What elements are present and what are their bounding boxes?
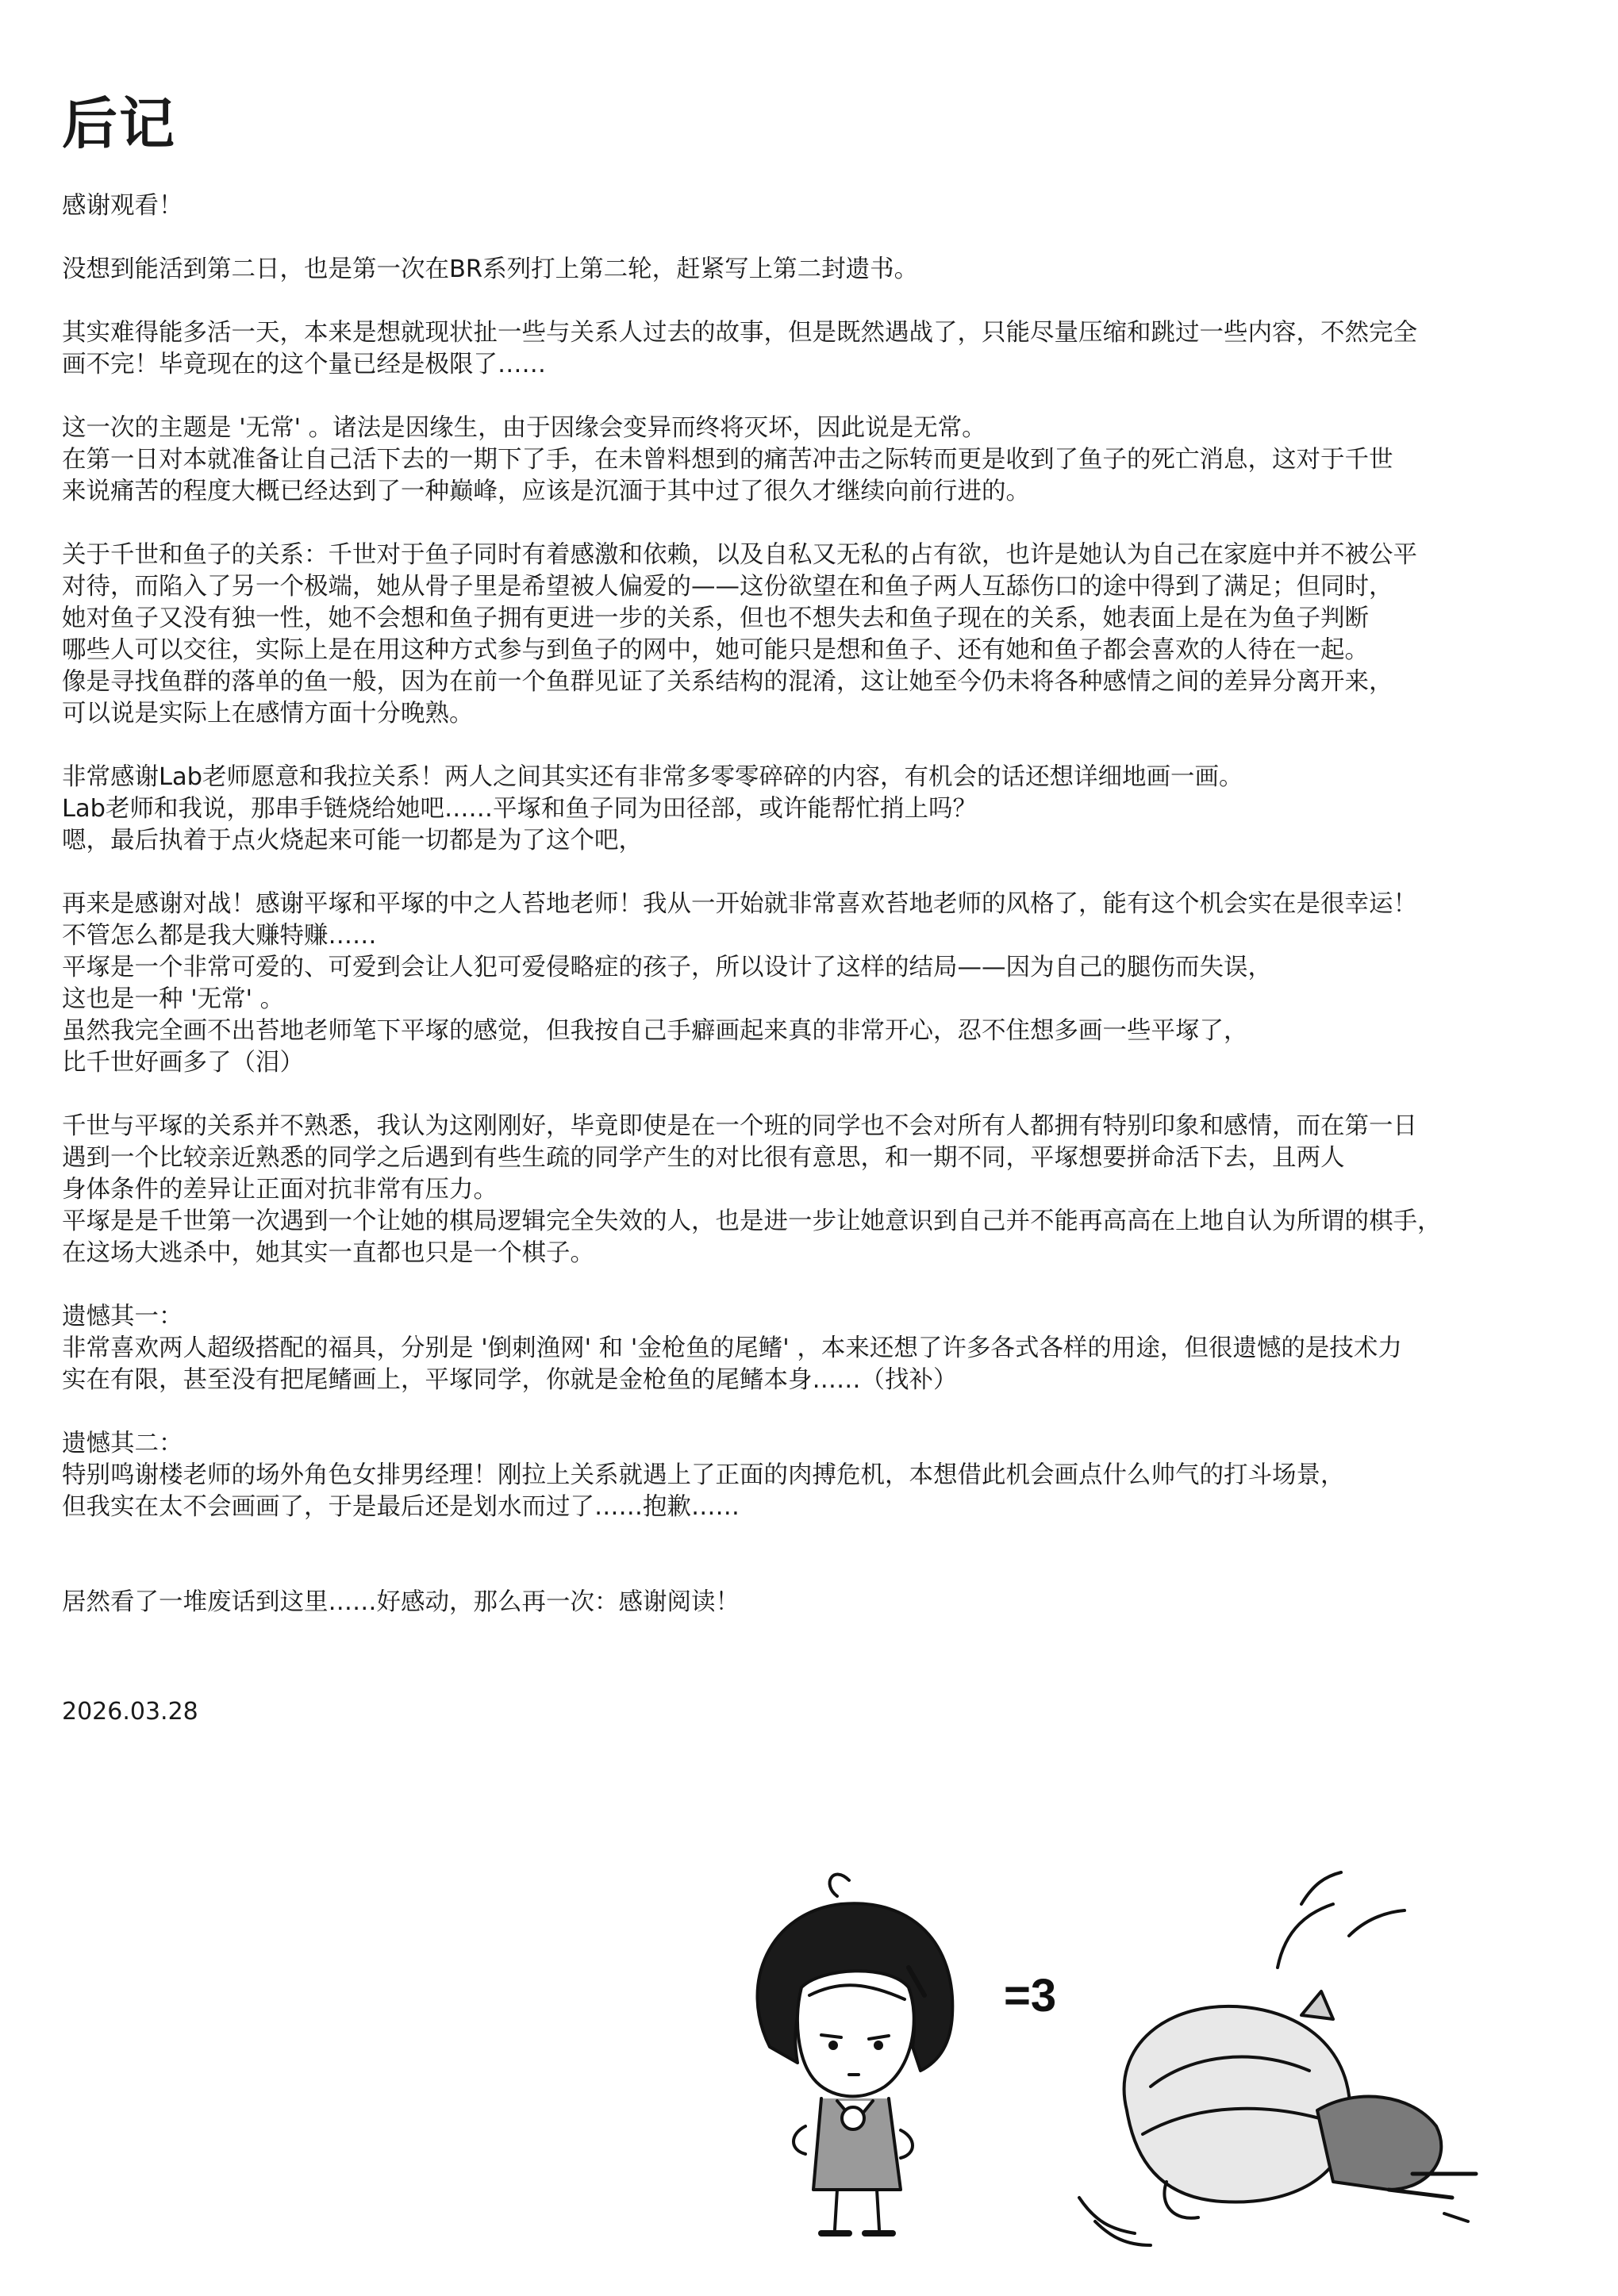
text-line: 非常喜欢两人超级搭配的福具，分别是 '倒刺渔网' 和 '金枪鱼的尾鳍' ，本来还想了许多各式各样的用途，但很遗憾的是技术力 [62,1334,1402,1362]
text-line: 比千世好画多了（泪） [62,1049,304,1077]
text-line: 特别鸣谢楼老师的场外角色女排男经理！刚拉上关系就遇上了正面的肉搏危机，本想借此机会画点什么帅气的打斗场景， [62,1461,1345,1489]
paragraph [62,1111,1570,1269]
text-line: 在这场大逃杀中，她其实一直都也只是一个棋子。 [62,1239,594,1267]
date-stamp: 2026.03.28 [62,1698,198,1726]
text-line: 没想到能活到第二日，也是第一次在BR系列打上第二轮，赶紧写上第二封遗书。 [62,255,919,283]
text-line: 虽然我完全画不出苔地老师笔下平塚的感觉，但我按自己手癖画起来真的非常开心，忍不住想多画一些平塚了， [62,1017,1248,1045]
standing-girl-figure [757,1875,952,2233]
text-line: 平塚是是千世第一次遇到一个让她的棋局逻辑完全失效的人，也是进一步让她意识到自己并不能再高高在上地自认为所谓的棋手， [62,1208,1442,1235]
text-line: 对待，而陷入了另一个极端，她从骨子里是希望被人偏爱的——这份欲望在和鱼子两人互舔伤口的途中得到了满足；但同时， [62,573,1393,601]
chibi-illustration [651,1849,1524,2261]
text-line: 遗憾其一： [62,1303,183,1330]
paragraph [62,889,1570,1079]
text-line: 其实难得能多活一天，本来是想就现状扯一些与关系人过去的故事，但是既然遇战了，只能尽量压缩和跳过一些内容，不然完全 [62,319,1417,347]
text-line: 千世与平塚的关系并不熟悉，我认为这刚刚好，毕竟即使是在一个班的同学也不会对所有人都拥有特别印象和感情，而在第一日 [62,1112,1417,1140]
fallen-girl-figure [1079,1872,1476,2245]
text-line: 嗯，最后执着于点火烧起来可能一切都是为了这个吧， [62,827,643,854]
paragraph [62,539,1570,730]
text-line: 在第一日对本就准备让自己活下去的一期下了手，在未曾料想到的痛苦冲击之际转而更是收到了鱼子的死亡消息，这对于千世 [62,446,1393,474]
text-line: 这一次的主题是 '无常' 。诸法是因缘生，由于因缘会变异而终将灭坏，因此说是无常。 [62,414,986,442]
paragraph [62,317,1570,381]
text-line: Lab老师和我说，那串手链烧给她吧……平塚和鱼子同为田径部，或许能帮忙捎上吗？ [62,795,978,823]
text-line: 感谢观看！ [62,192,183,220]
paragraph [62,413,1570,508]
text-line: 这也是一种 '无常' 。 [62,985,285,1013]
paragraph [62,254,1570,286]
text-line: 她对鱼子又没有独一性，她不会想和鱼子拥有更进一步的关系，但也不想失去和鱼子现在的关系，她表面上是在为鱼子判断 [62,605,1369,632]
blank-gap [62,1555,1570,1587]
text-line: 像是寻找鱼群的落单的鱼一般，因为在前一个鱼群见证了关系结构的混淆，这让她至今仍未将各种感情之间的差异分离开来， [62,668,1393,696]
paragraph [62,1587,1570,1618]
paragraph [62,1428,1570,1523]
text-line: 可以说是实际上在感情方面十分晚熟。 [62,700,474,728]
text-line: 实在有限，甚至没有把尾鳍画上，平塚同学，你就是金枪鱼的尾鳍本身……（找补） [62,1366,958,1394]
text-line: 来说痛苦的程度大概已经达到了一种巅峰，应该是沉湎于其中过了很久才继续向前行进的。 [62,478,1030,505]
text-line: 不管怎么都是我大赚特赚…… [62,922,377,950]
text-line: 居然看了一堆废话到这里……好感动，那么再一次：感谢阅读！ [62,1588,740,1616]
paragraph [62,190,1570,222]
text-line: 非常感谢Lab老师愿意和我拉关系！两人之间其实还有非常多零零碎碎的内容，有机会的话还想详细地画一画。 [62,763,1243,791]
text-line: 画不完！毕竟现在的这个量已经是极限了…… [62,351,546,378]
text-line: 平塚是一个非常可爱的、可爱到会让人犯可爱侵略症的孩子，所以设计了这样的结局——因为自己的腿伤而失误， [62,954,1272,981]
speech-mark: =3 [1004,1970,1057,2021]
text-line: 遗憾其二： [62,1430,183,1457]
page-title: 后记 [62,91,176,156]
afterword-body [62,190,1570,1650]
text-line: 身体条件的差异让正面对抗非常有压力。 [62,1176,498,1204]
text-line: 再来是感谢对战！感谢平塚和平塚的中之人苔地老师！我从一开始就非常喜欢苔地老师的风格了，能有这个机会实在是很幸运！ [62,890,1417,918]
text-line: 但我实在太不会画画了，于是最后还是划水而过了……抱歉…… [62,1493,740,1521]
text-line: 遇到一个比较亲近熟悉的同学之后遇到有些生疏的同学产生的对比很有意思，和一期不同，平塚想要拼命活下去，且两人 [62,1144,1345,1172]
text-line: 哪些人可以交往，实际上是在用这种方式参与到鱼子的网中，她可能只是想和鱼子、还有她和鱼子都会喜欢的人待在一起。 [62,636,1369,664]
paragraph [62,762,1570,857]
text-line: 关于千世和鱼子的关系：千世对于鱼子同时有着感激和依赖，以及自私又无私的占有欲，也许是她认为自己在家庭中并不被公平 [62,541,1417,569]
paragraph [62,1301,1570,1396]
